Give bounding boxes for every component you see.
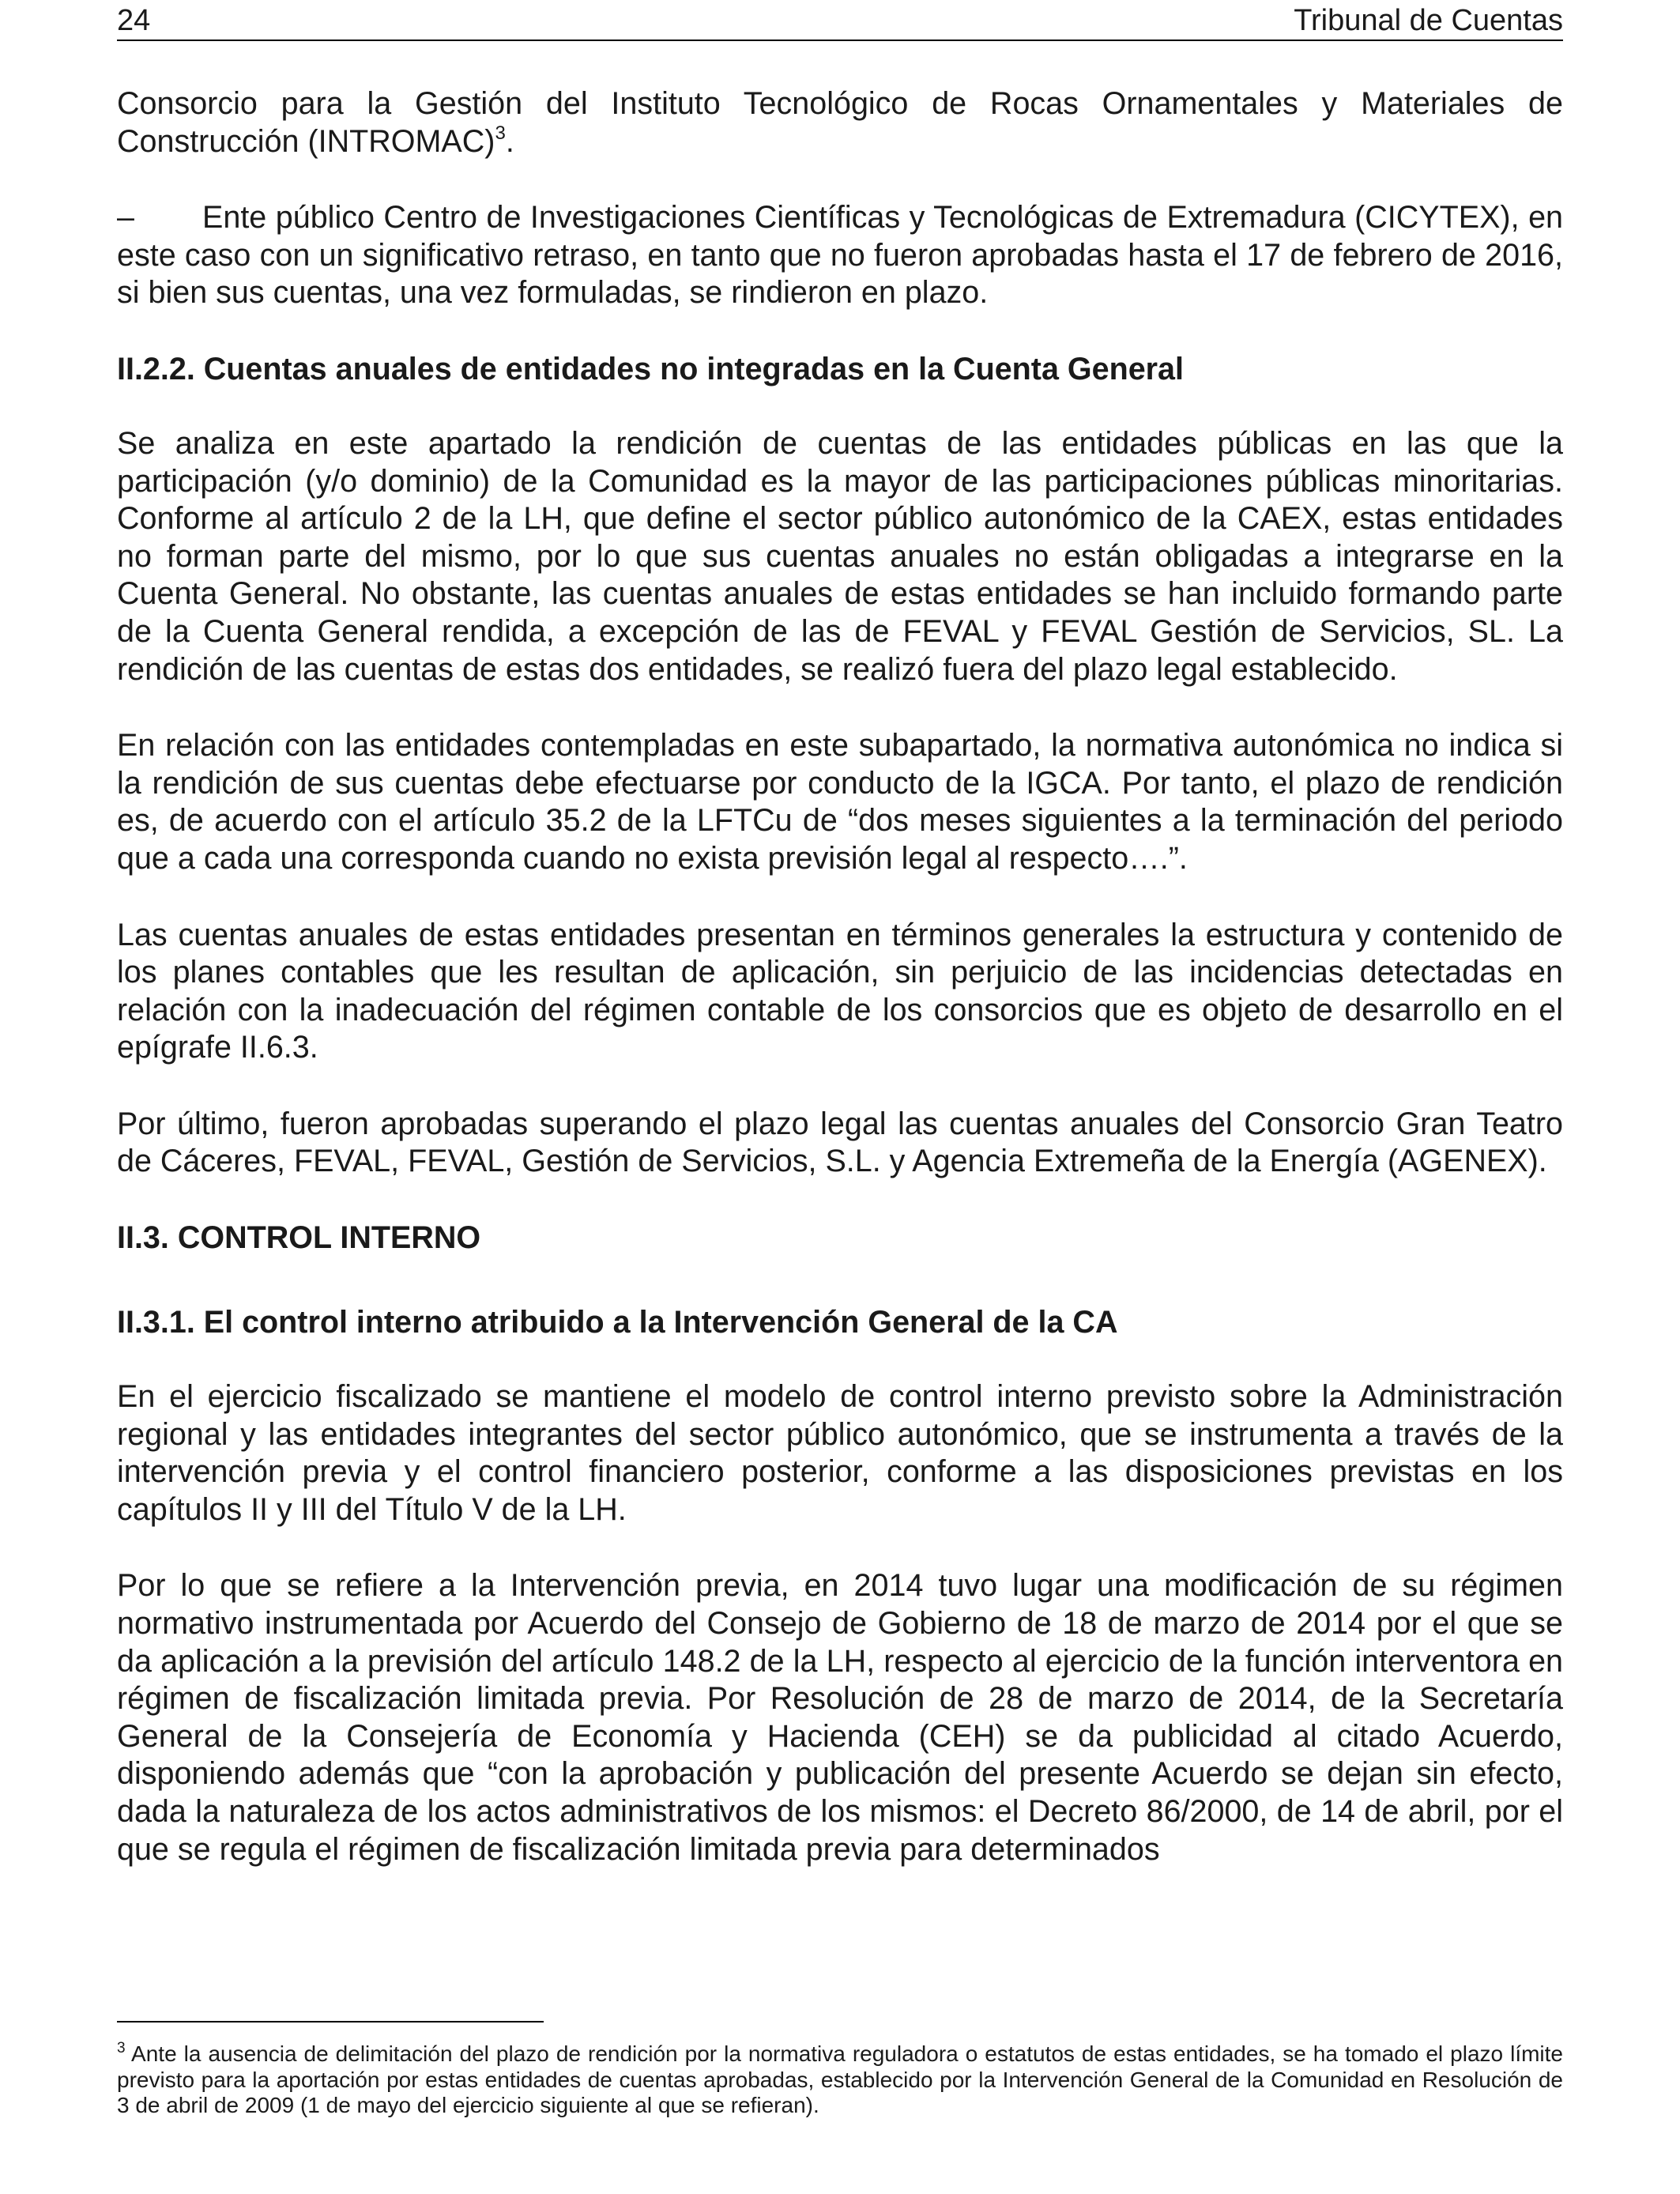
list-item-cicytex [117,199,1563,312]
footnote [117,2041,1563,2119]
dash-bullet: – [117,200,134,236]
heading-ii-2-2: II.2.2. Cuentas anuales de entidades no integradas en la Cuenta General [117,351,1185,386]
running-title: Tribunal de Cuentas [1294,4,1563,37]
paragraph: Las cuentas anuales de estas entidades presentan en términos generales la estructura y contenido de los planes contables que les resultan de aplicación, sin perjuicio de las incidencias detectadas en relación con la inadecuación del régimen contable de los consorcios que es objeto de desarrollo en el epígrafe II.6.3. [117,917,1563,1065]
footnote-separator [117,2021,544,2022]
paragraph-intromac [117,85,1563,160]
page-number: 24 [117,4,151,37]
paragraph: Por lo que se refiere a la Intervención previa, en 2014 tuvo lugar una modificación de su régimen normativo instrumentada por Acuerdo del Consejo de Gobierno de 18 de marzo de 2014 por el que se da aplicación a la previsión del artículo 148.2 de la LH, respecto al ejercicio de la función interventora en régimen de fiscalización limitada previa. Por Resolución de 28 de marzo de 2014, de la Secretaría General de la Consejería de Economía y Hacienda (CEH) se da publicidad al citado Acuerdo, disponiendo además que “con la aprobación y publicación del presente Acuerdo se dejan sin efecto, dada la naturaleza de los actos administrativos de los mismos: el Decreto 86/2000, de 14 de abril, por el que se regula el régimen de fiscalización limitada previa para determinados [117,1568,1563,1867]
paragraph-text: Ente público Centro de Investigaciones Científicas y Tecnológicas de Extremadura (CICYTEX), en este caso con un significativo retraso, en tanto que no fueron aprobadas hasta el 17 de febrero de 2016, si bien sus cuentas, una vez formuladas, se rindieron en plazo. [117,200,1563,311]
paragraph: Por último, fueron aprobadas superando el plazo legal las cuentas anuales del Consorcio Gran Teatro de Cáceres, FEVAL, FEVAL, Gestión de Servicios, S.L. y Agencia Extremeña de la Energía (AGENEX). [117,1106,1563,1179]
page-body [117,85,1563,1907]
paragraph-text: Consorcio para la Gestión del Instituto Tecnológico de Rocas Ornamentales y Materiales de Construcción (INTROMAC) [117,86,1563,159]
footnote-number: 3 [117,2040,126,2056]
paragraph: En relación con las entidades contempladas en este subapartado, la normativa autonómica no indica si la rendición de sus cuentas debe efectuarse por conducto de la IGCA. Por tanto, el plazo de rendición es, de acuerdo con el artículo 35.2 de la LFTCu de “dos meses siguientes a la terminación del periodo que a cada una corresponda cuando no exista previsión legal al respecto….”. [117,728,1563,876]
sentence-end: . [505,123,514,159]
page-header [117,2,1563,41]
footnote-text: Ante la ausencia de delimitación del plazo de rendición por la normativa reguladora o estatutos de estas entidades, se ha tomado el plazo límite previsto para la aportación por estas entidades de cuentas aprobadas, establecido por la Intervención General de la Comunidad en Resolución de 3 de abril de 2009 (1 de mayo del ejercicio siguiente al que se refieran). [117,2041,1563,2117]
footnote-ref[interactable]: 3 [495,122,506,144]
heading-ii-3-1: II.3.1. El control interno atribuido a la Intervención General de la CA [117,1305,1118,1340]
paragraph: Se analiza en este apartado la rendición de cuentas de las entidades públicas en las que la participación (y/o dominio) de la Comunidad es la mayor de las participaciones públicas minoritarias. Conforme al artículo 2 de la LH, que define el sector público autonómico de la CAEX, estas entidades no forman parte del mismo, por lo que sus cuentas anuales no están obligadas a integrarse en la Cuenta General. No obstante, las cuentas anuales de estas entidades se han incluido formando parte de la Cuenta General rendida, a excepción de las de FEVAL y FEVAL Gestión de Servicios, SL. La rendición de las cuentas de estas dos entidades, se realizó fuera del plazo legal establecido. [117,425,1563,687]
paragraph: En el ejercicio fiscalizado se mantiene el modelo de control interno previsto sobre la Administración regional y las entidades integrantes del sector público autonómico, que se instrumenta a través de la intervención previa y el control financiero posterior, conforme a las disposiciones previstas en los capítulos II y III del Título V de la LH. [117,1379,1563,1527]
heading-ii-3: II.3. CONTROL INTERNO [117,1220,481,1256]
